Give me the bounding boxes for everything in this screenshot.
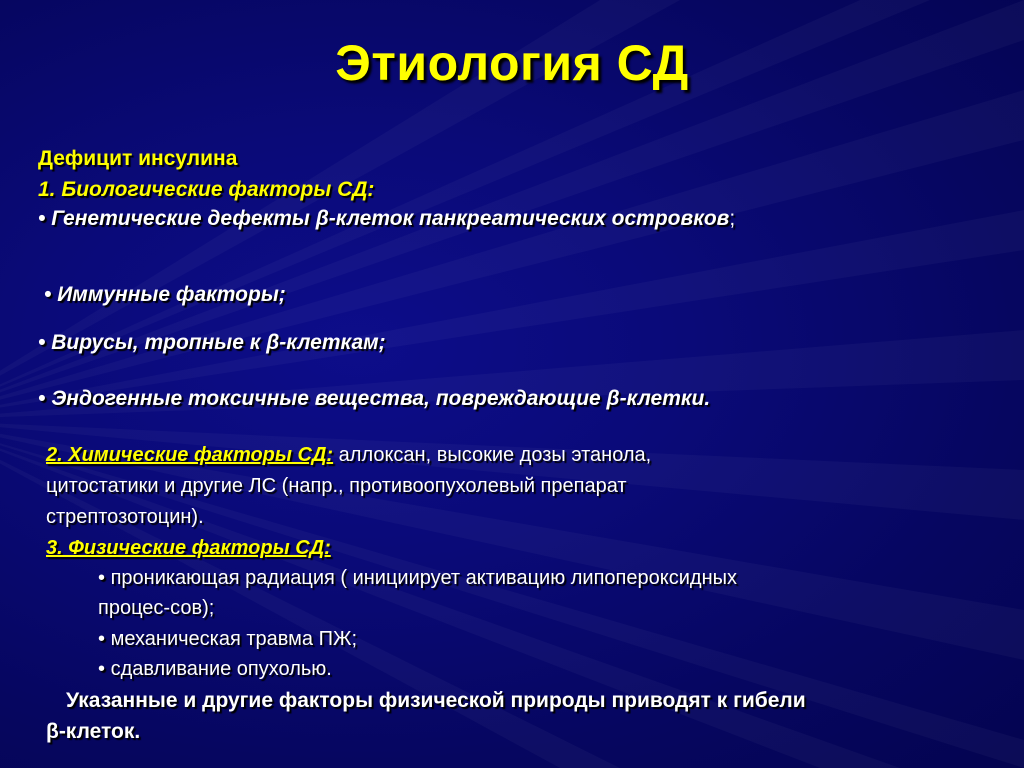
physical-factors-title: 3. Физические факторы СД:: [46, 537, 331, 559]
physical-factor-text: механическая травма ПЖ;: [110, 628, 358, 650]
physical-factor-trauma: [98, 628, 357, 651]
bio-factor-suffix: ;: [729, 207, 736, 230]
slide-title: Этиология СД: [335, 35, 689, 91]
chemical-factors-title: 2. Химические факторы СД:: [46, 444, 334, 466]
bullet: •: [98, 567, 106, 589]
physical-factor-compression: [98, 658, 332, 681]
chemical-factors-line-1: [46, 444, 651, 467]
conclusion-line-2: β-клеток.: [46, 720, 141, 743]
bio-factor-text: Иммунные факторы;: [57, 283, 286, 306]
conclusion-line-1: Указанные и другие факторы физической природы приводят к гибели: [66, 689, 806, 712]
physical-factor-text: сдавливание опухолью.: [110, 658, 332, 680]
physical-factor-radiation: [98, 567, 737, 590]
bullet: •: [38, 331, 46, 354]
chemical-factors-text: аллоксан, высокие дозы этанола,: [333, 444, 652, 466]
bio-factor-text: Вирусы, тропные к β-клеткам;: [51, 331, 386, 354]
insulin-deficiency-heading: Дефицит инсулина: [38, 147, 238, 170]
bio-factor-toxins: [38, 387, 710, 411]
bio-factor-viruses: [38, 331, 386, 355]
bio-factor-text: Генетические дефекты β-клеток панкреатических островков: [51, 207, 730, 230]
chemical-factors-line-3: стрептозотоцин).: [46, 506, 204, 528]
bullet: •: [98, 658, 106, 680]
biological-factors-title: 1. Биологические факторы СД:: [38, 178, 375, 201]
bullet: •: [98, 628, 106, 650]
physical-factor-radiation-cont: процес-сов);: [98, 597, 215, 619]
bio-factor-immune: [44, 283, 286, 307]
bullet: •: [38, 387, 46, 410]
bullet: •: [44, 283, 52, 306]
bio-factor-genetic: [38, 207, 735, 231]
bio-factor-text: Эндогенные токсичные вещества, повреждающие β-клетки.: [51, 387, 711, 410]
chemical-factors-line-2: цитостатики и другие ЛС (напр., противоопухолевый препарат: [46, 475, 627, 497]
physical-factor-text: проникающая радиация ( инициирует активацию липопероксидных: [110, 567, 737, 589]
bullet: •: [38, 207, 46, 230]
